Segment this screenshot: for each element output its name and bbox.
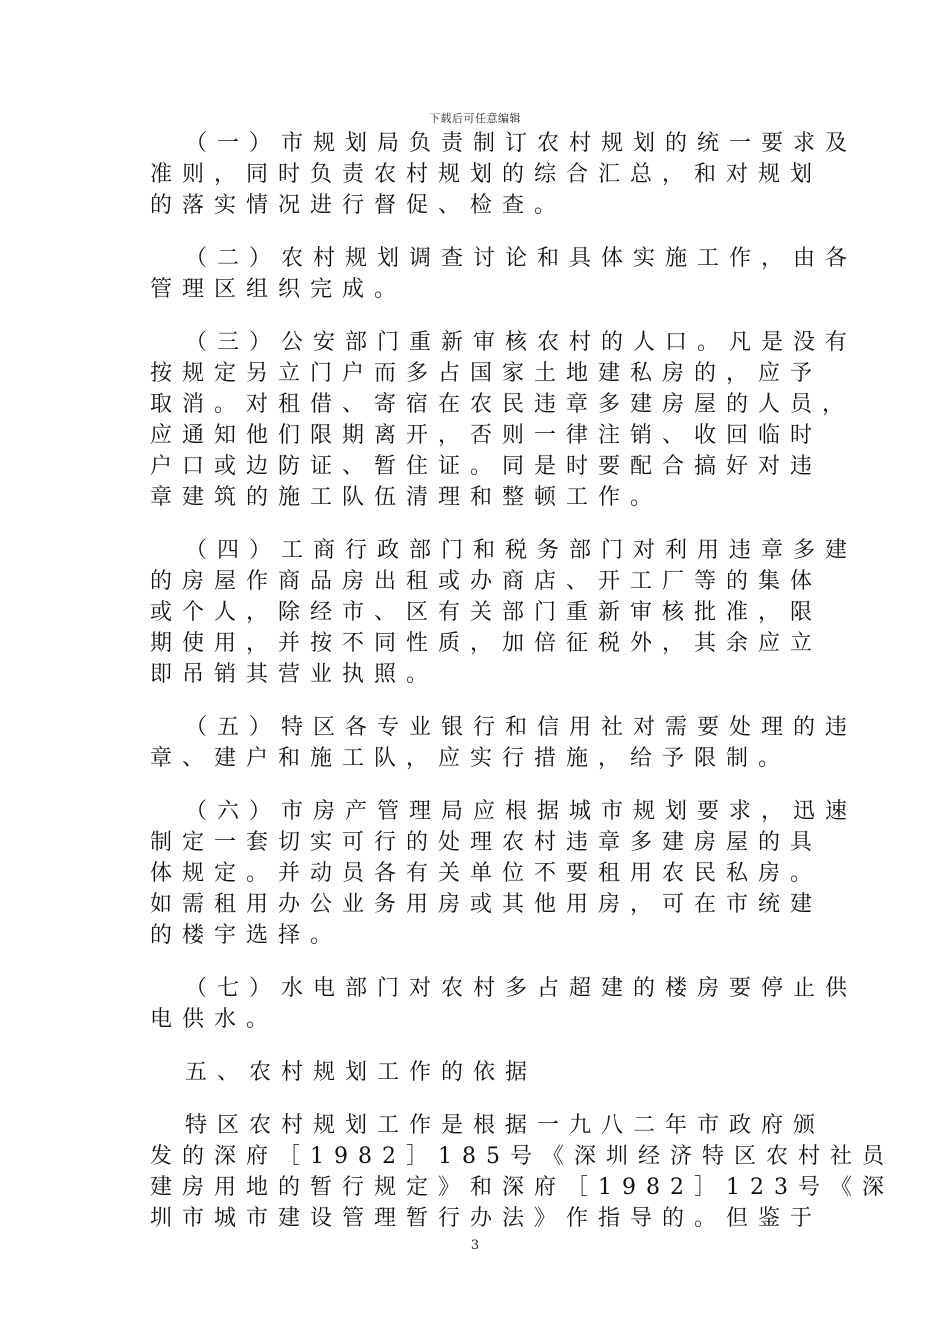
- paragraph-line: 按规定另立门户而多占国家土地建私房的，应予: [150, 361, 823, 386]
- paragraph-line: 的房屋作商品房出租或办商店、开工厂等的集体: [150, 569, 823, 594]
- paragraph-line: 五、农村规划工作的依据: [185, 1060, 538, 1085]
- paragraph-line: 取消。对租借、寄宿在农民违章多建房屋的人员，: [150, 392, 855, 417]
- paragraph-line: 章建筑的施工队伍清理和整顿工作。: [150, 485, 663, 510]
- paragraph-line: （二）农村规划调查讨论和具体实施工作，由各: [185, 246, 858, 271]
- paragraph: [150, 1057, 780, 1088]
- paragraph-line: 准则，同时负责农村规划的综合汇总，和对规划: [150, 162, 823, 187]
- paragraph-line: 的落实情况进行督促、检查。: [150, 193, 567, 218]
- body-text: [150, 128, 894, 1256]
- paragraph-line: 管理区组织完成。: [150, 277, 407, 302]
- paragraph: [150, 712, 858, 774]
- paragraph-line: 如需租用办公业务用房或其他用房，可在市统建: [150, 892, 823, 917]
- paragraph: [150, 973, 858, 1035]
- paragraph-line: 应通知他们限期离开，否则一律注销、收回临时: [150, 423, 823, 448]
- paragraph-line: 电供水。: [150, 1007, 279, 1032]
- paragraph-line: 建房用地的暂行规定》和深府［1982］123号《深: [150, 1175, 894, 1200]
- paragraph-line: 制定一套切实可行的处理农村违章多建房屋的具: [150, 830, 823, 855]
- paragraph: [150, 535, 858, 690]
- paragraph-line: （五）特区各专业银行和信用社对需要处理的违: [185, 715, 858, 740]
- paragraph-line: 即吊销其营业执照。: [150, 662, 439, 687]
- paragraph-line: 户口或边防证、暂住证。同是时要配合搞好对违: [150, 454, 823, 479]
- paragraph-line: （六）市房产管理局应根据城市规划要求，迅速: [185, 799, 858, 824]
- header-note: 下载后可任意编辑: [429, 112, 521, 125]
- paragraph-line: 体规定。并动员各有关单位不要租用农民私房。: [150, 861, 823, 886]
- paragraph-line: 特区农村规划工作是根据一九八二年市政府颁: [185, 1113, 826, 1138]
- paragraph: [150, 796, 858, 951]
- paragraph-line: 或个人，除经市、区有关部门重新审核批准，限: [150, 600, 823, 625]
- paragraph-line: （一）市规划局负责制订农村规划的统一要求及: [185, 131, 858, 156]
- paragraph-line: 章、建户和施工队，应实行措施，给予限制。: [150, 746, 791, 771]
- paragraph: [150, 128, 858, 221]
- paragraph-line: 圳市城市建设管理暂行办法》作指导的。但鉴于: [150, 1206, 823, 1231]
- paragraph-line: （四）工商行政部门和税务部门对利用违章多建: [185, 538, 858, 563]
- page-number: 3: [470, 1238, 480, 1253]
- paragraph-line: 发的深府［1982］185号《深圳经济特区农村社员: [150, 1144, 894, 1169]
- paragraph-line: 的楼宇选择。: [150, 923, 343, 948]
- paragraph: [150, 1110, 894, 1234]
- paragraph: [150, 327, 858, 513]
- paragraph-line: （七）水电部门对农村多占超建的楼房要停止供: [185, 976, 858, 1001]
- paragraph: [150, 243, 858, 305]
- paragraph-line: （三）公安部门重新审核农村的人口。凡是没有: [185, 330, 858, 355]
- paragraph-line: 期使用，并按不同性质，加倍征税外，其余应立: [150, 631, 823, 656]
